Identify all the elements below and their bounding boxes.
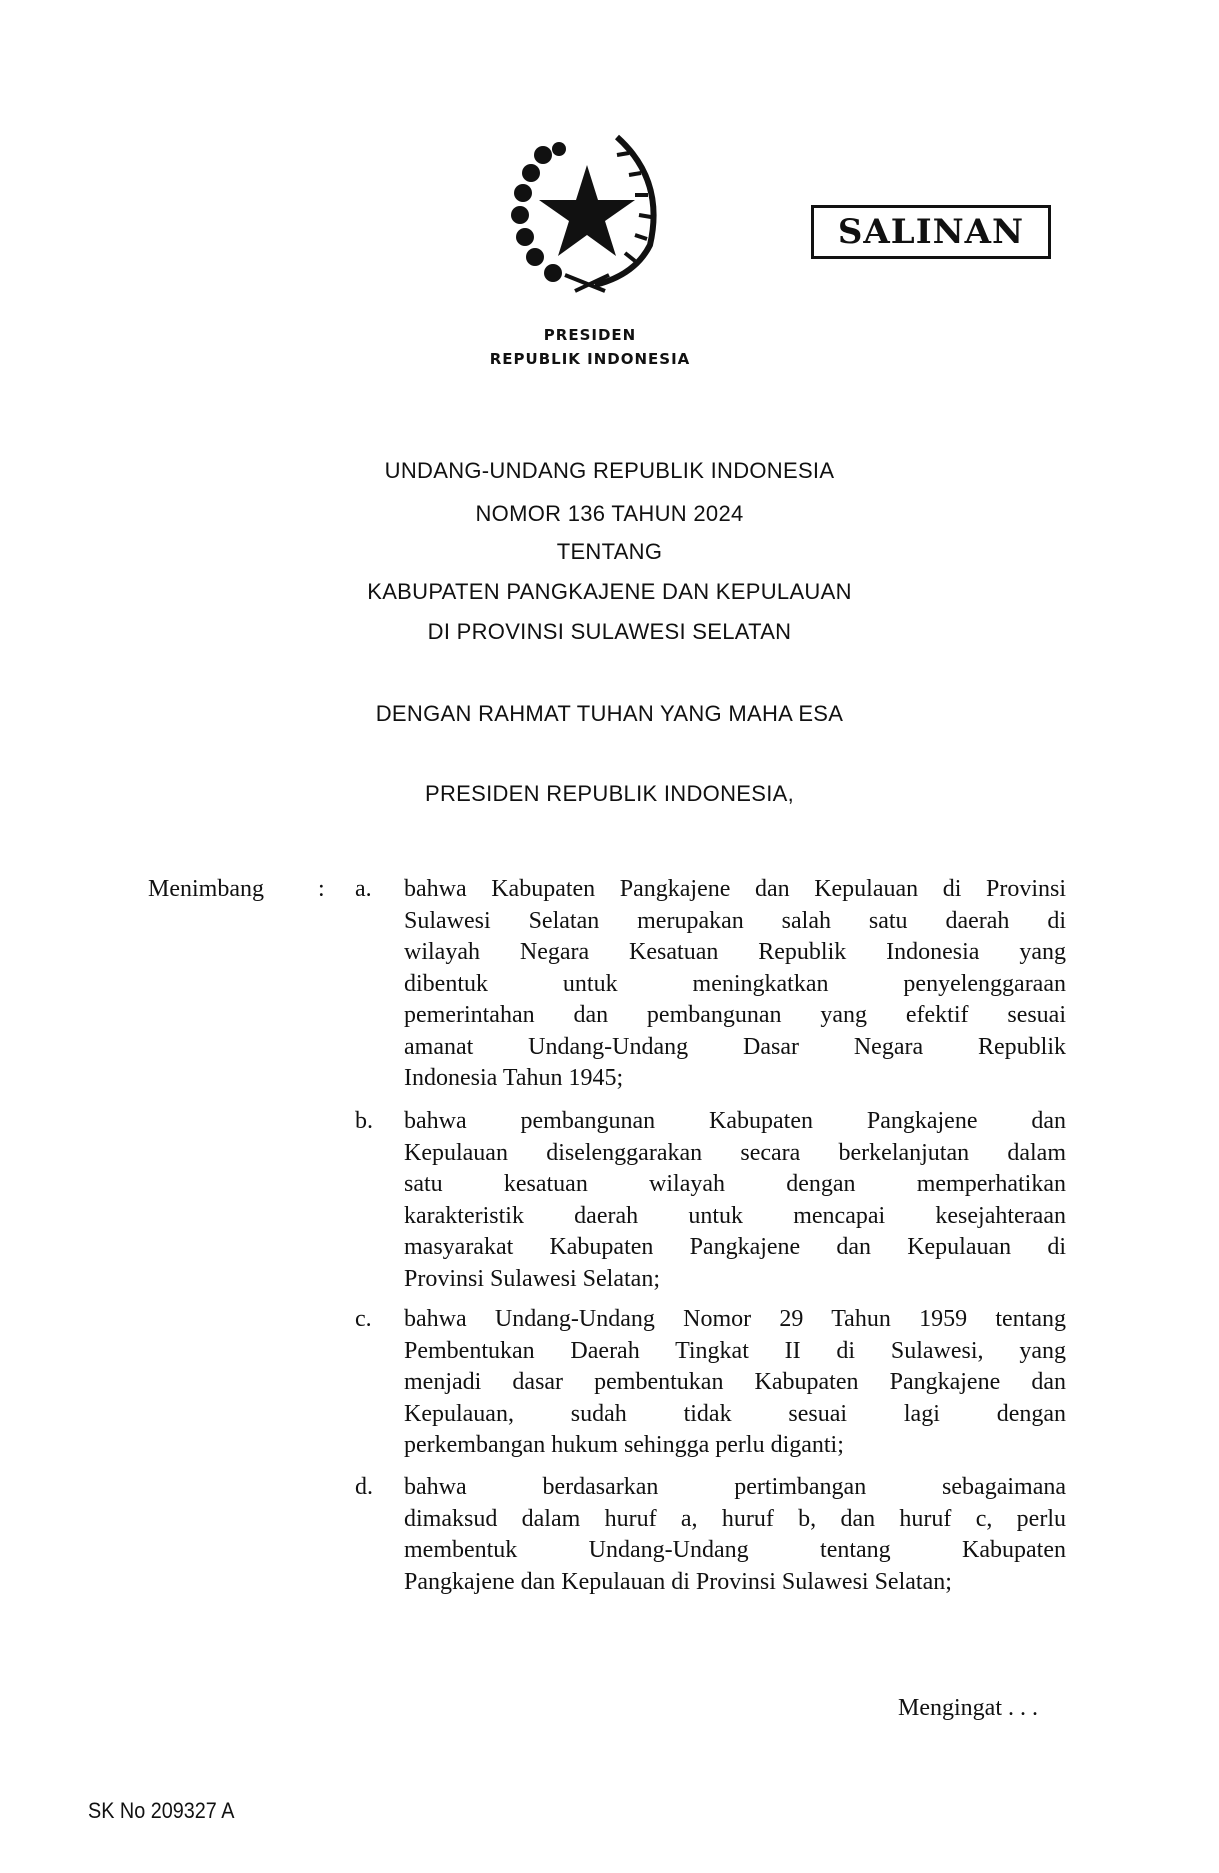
item-line: amanat Undang-Undang Dasar Negara Republik	[404, 1033, 1066, 1060]
item-line: bahwa pembangunan Kabupaten Pangkajene dan	[404, 1108, 1066, 1134]
law-subject-province: DI PROVINSI SULAWESI SELATAN	[427, 619, 792, 644]
presidential-seal-icon	[505, 125, 670, 295]
next-page-catchword: Mengingat . . .	[898, 1695, 1038, 1721]
item-line: masyarakat Kabupaten Pangkajene dan Kepulauan di	[404, 1234, 1066, 1260]
item-line: menjadi dasar pembentukan Kabupaten Pangkajene dan	[404, 1369, 1066, 1395]
item-line: bahwa Undang-Undang Nomor 29 Tahun 1959 tentang	[404, 1306, 1066, 1332]
item-line: bahwa Kabupaten Pangkajene dan Kepulauan di Provinsi	[404, 876, 1066, 902]
item-letter: b.	[355, 1108, 373, 1134]
salinan-stamp: SALINAN	[811, 205, 1051, 259]
item-line: karakteristik daerah untuk mencapai kesejahteraan	[404, 1202, 1066, 1229]
item-line: wilayah Negara Kesatuan Republik Indonesia yang	[404, 939, 1066, 965]
item-line: bahwa berdasarkan pertimbangan sebagaimana	[404, 1474, 1066, 1500]
item-line: membentuk Undang-Undang tentang Kabupaten	[404, 1537, 1066, 1563]
institution-line-2: REPUBLIK INDONESIA	[489, 350, 691, 368]
law-tentang: TENTANG	[556, 539, 663, 564]
item-letter: a.	[355, 876, 372, 902]
item-line: Sulawesi Selatan merupakan salah satu daerah di	[404, 907, 1066, 934]
president-heading: PRESIDEN REPUBLIK INDONESIA,	[424, 781, 795, 806]
considering-item	[404, 874, 1066, 1095]
item-line: Kepulauan, sudah tidak sesuai lagi dengan	[404, 1400, 1066, 1427]
item-line: Indonesia Tahun 1945;	[404, 1065, 624, 1091]
item-line: pemerintahan dan pembangunan yang efektif sesuai	[404, 1002, 1066, 1028]
item-line: dibentuk untuk meningkatkan penyelenggaraan	[404, 970, 1066, 997]
menimbang-label: Menimbang	[148, 876, 264, 902]
considering-item	[404, 1106, 1066, 1295]
considering-item	[404, 1304, 1066, 1462]
item-line: dimaksud dalam huruf a, huruf b, dan huruf c, perlu	[404, 1505, 1066, 1532]
item-letter: d.	[355, 1474, 373, 1500]
item-line: Pembentukan Daerah Tingkat II di Sulawesi, yang	[404, 1337, 1066, 1364]
law-subject: KABUPATEN PANGKAJENE DAN KEPULAUAN	[367, 579, 852, 604]
item-letter: c.	[355, 1306, 372, 1332]
item-line: satu kesatuan wilayah dengan memperhatikan	[404, 1171, 1066, 1197]
considering-item	[404, 1472, 1066, 1598]
institution-line-1: PRESIDEN	[543, 326, 637, 344]
item-line: Kepulauan diselenggarakan secara berkelanjutan dalam	[404, 1139, 1066, 1166]
sk-number: SK No 209327 A	[88, 1798, 235, 1823]
item-line: perkembangan hukum sehingga perlu diganti;	[404, 1432, 844, 1458]
item-line: Provinsi Sulawesi Selatan;	[404, 1265, 660, 1292]
law-number: NOMOR 136 TAHUN 2024	[475, 501, 744, 526]
item-line: Pangkajene dan Kepulauan di Provinsi Sulawesi Selatan;	[404, 1568, 952, 1595]
menimbang-colon: :	[318, 876, 325, 902]
law-title: UNDANG-UNDANG REPUBLIK INDONESIA	[384, 458, 835, 483]
preamble: DENGAN RAHMAT TUHAN YANG MAHA ESA	[375, 701, 844, 726]
